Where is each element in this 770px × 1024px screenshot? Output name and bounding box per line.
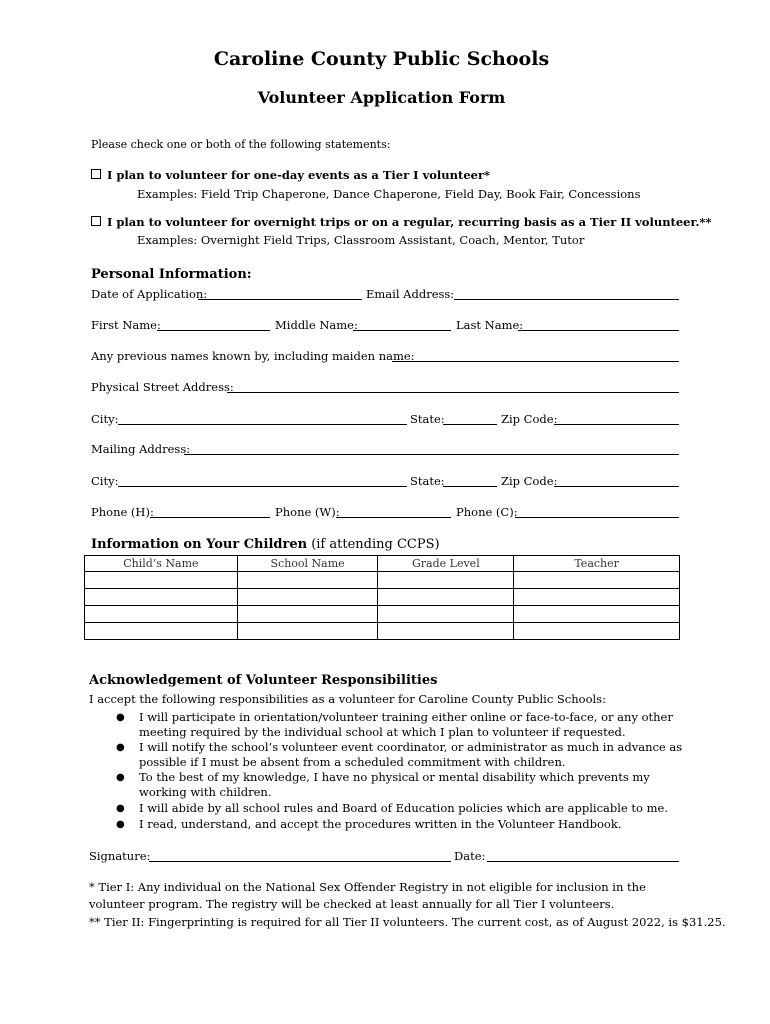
tier2-label: I plan to volunteer for overnight trips or on a regular, recurring basis as a Tier II volunteer.** (107, 215, 712, 229)
first-name-label: First Name: (91, 318, 161, 332)
signature-date-label: Date: (454, 849, 486, 863)
table-cell[interactable] (378, 606, 514, 623)
table-cell[interactable] (85, 572, 238, 589)
tier1-label: I plan to volunteer for one-day events as a Tier I volunteer* (107, 168, 491, 182)
state-label: State: (410, 412, 445, 426)
mailing-address-label: Mailing Address: (91, 442, 191, 456)
bullet-icon: ● (116, 772, 125, 783)
footnote-tier1: * Tier I: Any individual on the National Sex Offender Registry in not eligible for inclusion in the volunteer program. The registry will be checked at least annually for all Tier I volunteers. (89, 880, 646, 911)
table-cell[interactable] (514, 623, 680, 640)
city-label: City: (91, 412, 119, 426)
table-cell[interactable] (237, 623, 378, 640)
mailing-city-field[interactable] (118, 486, 407, 487)
table-cell[interactable] (85, 623, 238, 640)
table-cell[interactable] (378, 589, 514, 606)
personal-info-heading: Personal Information: (91, 267, 252, 282)
table-cell[interactable] (237, 606, 378, 623)
tier1-checkbox[interactable] (91, 169, 101, 179)
table-cell[interactable] (378, 572, 514, 589)
phone-cell-field[interactable] (515, 517, 679, 518)
bullet-icon: ● (116, 712, 125, 723)
table-cell[interactable] (378, 623, 514, 640)
mailing-zip-field[interactable] (554, 486, 679, 487)
table-cell[interactable] (514, 606, 680, 623)
previous-names-field[interactable] (392, 361, 679, 362)
list-item: I will participate in orientation/volunteer training either online or face-to-face, or any other meeting required by the individual school at which I plan to volunteer if requested. (139, 710, 673, 739)
tier1-statement (91, 168, 490, 182)
table-row (85, 572, 680, 589)
table-row (85, 589, 680, 606)
mailing-state-label: State: (410, 474, 445, 488)
acknowledgement-heading: Acknowledgement of Volunteer Responsibilities (89, 673, 438, 688)
acknowledgement-intro: I accept the following responsibilities as a volunteer for Caroline County Public Schools: (89, 692, 606, 706)
phone-work-label: Phone (W): (275, 505, 340, 519)
footnote-tier2: ** Tier II: Fingerprinting is required for all Tier II volunteers. The current cost, as of August 2022, is $31.25. (89, 915, 726, 929)
signature-field[interactable] (149, 861, 451, 862)
phone-work-field[interactable] (336, 517, 451, 518)
signature-label: Signature: (89, 849, 151, 863)
physical-address-label: Physical Street Address: (91, 380, 234, 394)
mailing-zip-label: Zip Code: (501, 474, 558, 488)
signature-date-field[interactable] (487, 861, 679, 862)
col-school-name: School Name (237, 556, 378, 572)
state-field[interactable] (443, 424, 497, 425)
date-of-application-label: Date of Application: (91, 287, 208, 301)
page-title: Caroline County Public Schools (213, 48, 550, 70)
last-name-label: Last Name: (456, 318, 524, 332)
list-item: To the best of my knowledge, I have no physical or mental disability which prevents my working with children. (139, 770, 650, 799)
mailing-address-field[interactable] (184, 454, 679, 455)
table-cell[interactable] (514, 572, 680, 589)
children-heading-title: Information on Your Children (91, 537, 308, 552)
form-subtitle: Volunteer Application Form (257, 88, 506, 107)
bullet-icon: ● (116, 819, 125, 830)
children-table (84, 555, 680, 640)
col-teacher: Teacher (514, 556, 680, 572)
table-cell[interactable] (85, 589, 238, 606)
tier2-checkbox[interactable] (91, 216, 101, 226)
bullet-icon: ● (116, 803, 125, 814)
col-childs-name: Child’s Name (85, 556, 238, 572)
list-item: I read, understand, and accept the procedures written in the Volunteer Handbook. (139, 817, 622, 831)
middle-name-field[interactable] (353, 330, 451, 331)
table-cell[interactable] (237, 572, 378, 589)
zip-label: Zip Code: (501, 412, 558, 426)
bullet-icon: ● (116, 742, 125, 753)
mailing-state-field[interactable] (443, 486, 497, 487)
previous-names-label: Any previous names known by, including maiden name: (91, 349, 415, 363)
tier1-examples: Examples: Field Trip Chaperone, Dance Chaperone, Field Day, Book Fair, Concessions (137, 187, 641, 201)
table-cell[interactable] (514, 589, 680, 606)
children-heading (91, 537, 440, 552)
tier2-examples: Examples: Overnight Field Trips, Classroom Assistant, Coach, Mentor, Tutor (137, 233, 585, 247)
list-item: I will abide by all school rules and Board of Education policies which are applicable to me. (139, 801, 668, 815)
children-heading-note: (if attending CCPS) (311, 537, 440, 552)
email-label: Email Address: (366, 287, 455, 301)
table-cell[interactable] (237, 589, 378, 606)
phone-home-label: Phone (H): (91, 505, 154, 519)
statements-intro: Please check one or both of the following statements: (91, 138, 391, 151)
zip-field[interactable] (554, 424, 679, 425)
physical-address-field[interactable] (227, 392, 679, 393)
table-cell[interactable] (85, 606, 238, 623)
table-row (85, 606, 680, 623)
first-name-field[interactable] (157, 330, 270, 331)
phone-home-field[interactable] (150, 517, 270, 518)
table-row (85, 623, 680, 640)
children-table-header (85, 556, 680, 572)
email-field[interactable] (454, 299, 679, 300)
date-of-application-field[interactable] (198, 299, 362, 300)
middle-name-label: Middle Name: (275, 318, 358, 332)
last-name-field[interactable] (518, 330, 679, 331)
mailing-city-label: City: (91, 474, 119, 488)
tier2-statement (91, 215, 712, 229)
col-grade-level: Grade Level (378, 556, 514, 572)
phone-cell-label: Phone (C): (456, 505, 518, 519)
list-item: I will notify the school’s volunteer event coordinator, or administrator as much in advance as possible if I must be absent from a scheduled commitment with children. (139, 740, 683, 769)
city-field[interactable] (118, 424, 407, 425)
